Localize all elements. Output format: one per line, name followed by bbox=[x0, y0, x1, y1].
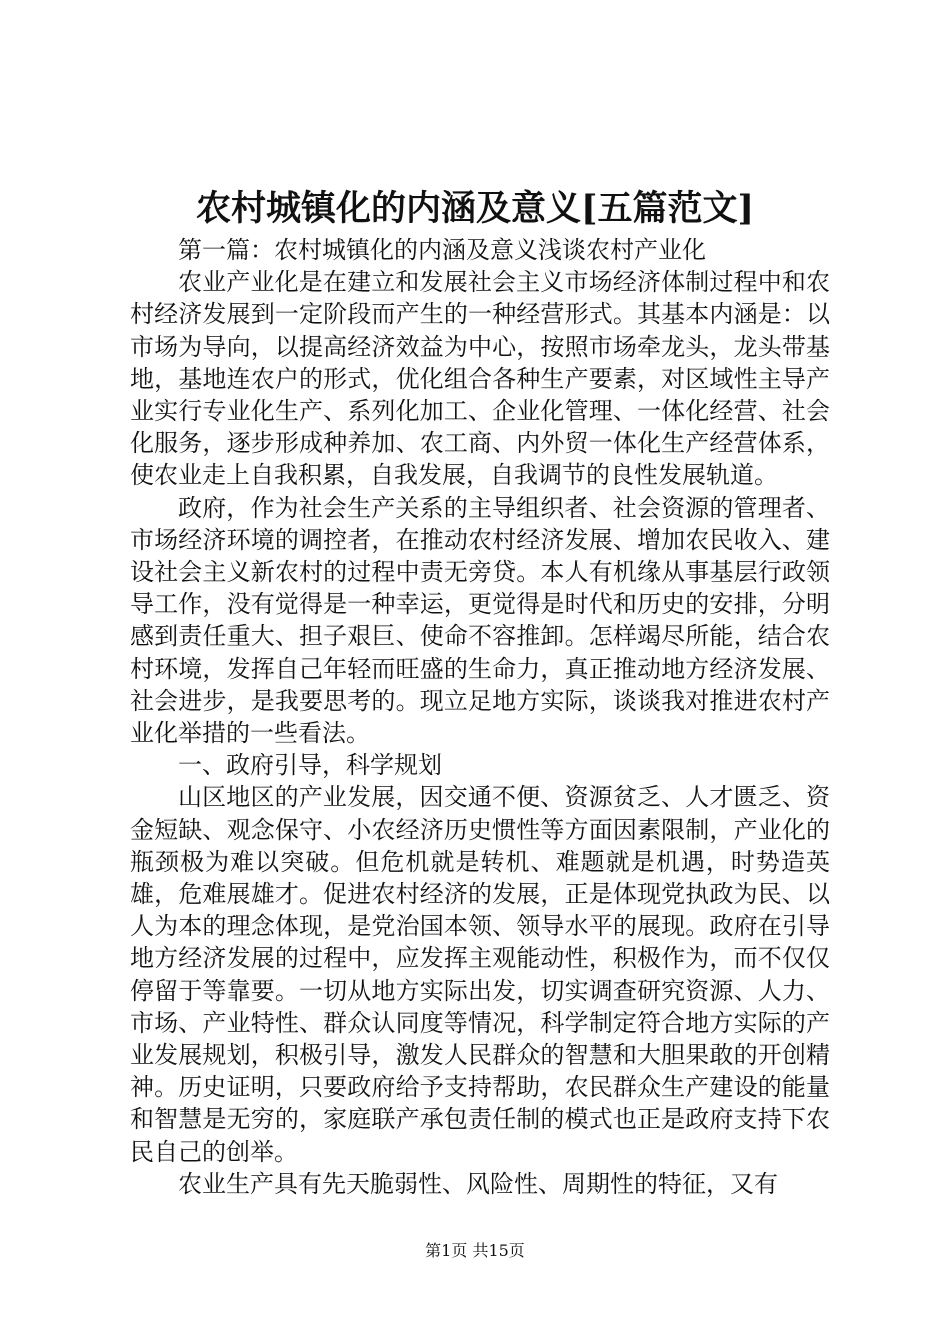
document-title: 农村城镇化的内涵及意义[五篇范文] bbox=[195, 188, 755, 229]
page-footer: 第1页 共15页 bbox=[425, 1241, 525, 1260]
body-paragraph: 山区地区的产业发展，因交通不便、资源贫乏、人才匮乏、资金短缺、观念保守、小农经济历史惯性等方面因素限制，产业化的瓶颈极为难以突破。但危机就是转机、难题就是机遇，时势造英雄，危难展雄才。促进农村经济的发展，正是体现党执政为民、以人为本的理念体现，是党治国本领、领导水平的展现。政府在引导地方经济发展的过程中，应发挥主观能动性，积极作为，而不仅仅停留于等靠要。一切从地方实际出发，切实调查研究资源、人力、市场、产业特性、群众认同度等情况，科学制定符合地方实际的产业发展规划，积极引导，激发人民群众的智慧和大胆果敢的开创精神。历史证明，只要政府给予支持帮助，农民群众生产建设的能量和智慧是无穷的，家庭联产承包责任制的模式也正是政府支持下农民自己的创举。 bbox=[130, 783, 830, 1166]
subsection-heading: 一、政府引导，科学规划 bbox=[178, 751, 442, 780]
body-paragraph: 农业产业化是在建立和发展社会主义市场经济体制过程中和农村经济发展到一定阶段而产生的一种经营形式。其基本内涵是：以市场为导向，以提高经济效益为中心，按照市场牵龙头，龙头带基地，基地连农户的形式，优化组合各种生产要素，对区域性主导产业实行专业化生产、系列化加工、企业化管理、一体化经营、社会化服务，逐步形成种养加、农工商、内外贸一体化生产经营体系，使农业走上自我积累，自我发展，自我调节的良性发展轨道。 bbox=[130, 268, 830, 490]
section-heading: 第一篇：农村城镇化的内涵及意义浅谈农村产业化 bbox=[178, 236, 706, 264]
body-paragraph: 农业生产具有先天脆弱性、风险性、周期性的特征，又有 bbox=[178, 1169, 778, 1198]
document-body bbox=[130, 234, 830, 1200]
body-paragraph: 政府，作为社会生产关系的主导组织者、社会资源的管理者、市场经济环境的调控者，在推动农村经济发展、增加农民收入、建设社会主义新农村的过程中责无旁贷。本人有机缘从事基层行政领导工作，没有觉得是一种幸运，更觉得是时代和历史的安排，分明感到责任重大、担子艰巨、使命不容推卸。怎样竭尽所能，结合农村环境，发挥自己年轻而旺盛的生命力，真正推动地方经济发展、社会进步，是我要思考的。现立足地方实际，谈谈我对推进农村产业化举措的一些看法。 bbox=[130, 493, 830, 748]
